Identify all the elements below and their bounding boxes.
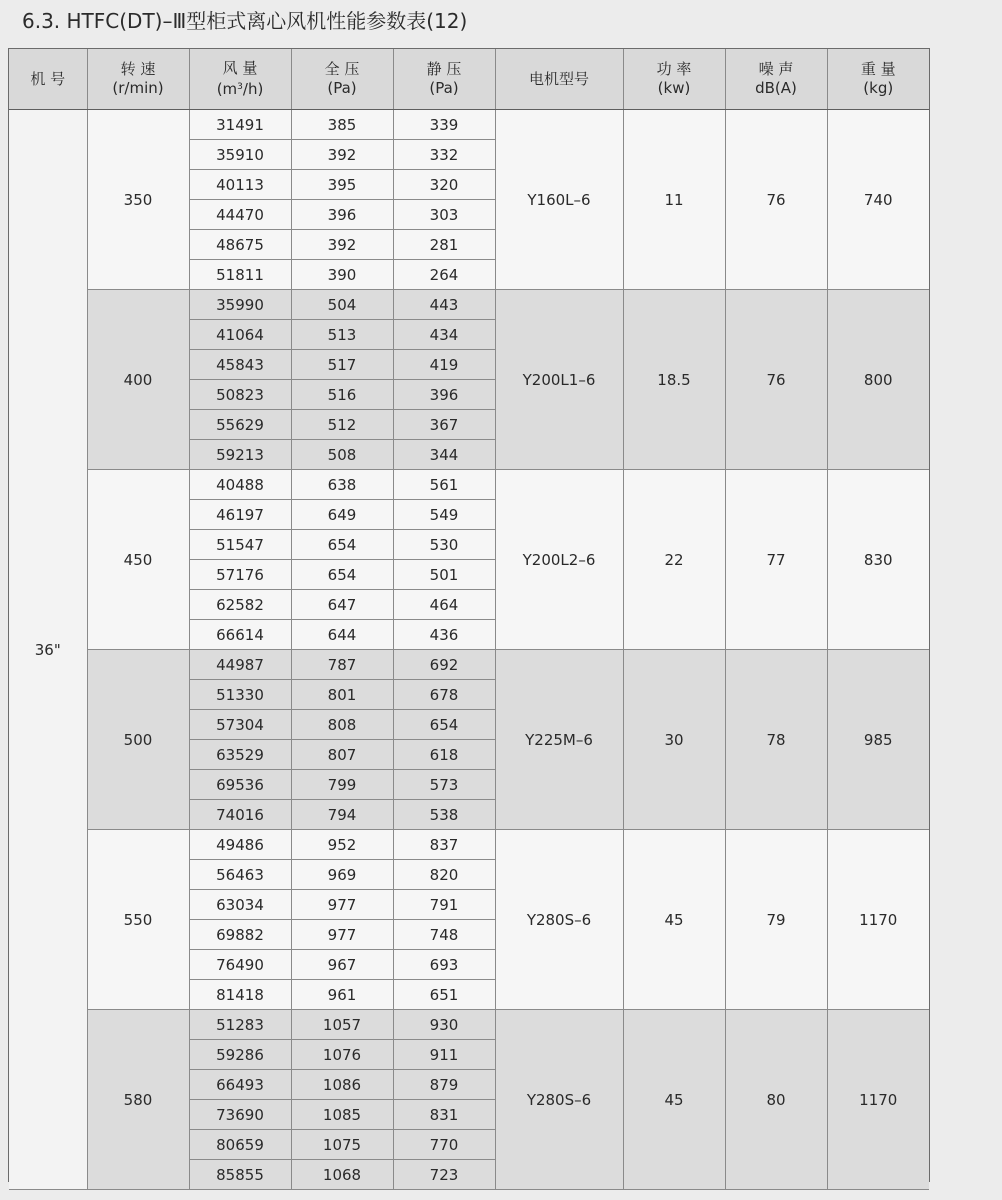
total-pressure-cell: 1057 [291,1010,393,1040]
total-pressure-cell: 392 [291,140,393,170]
total-pressure-cell: 969 [291,860,393,890]
speed-cell: 350 [87,110,189,290]
performance-table [9,49,929,1190]
total-pressure-cell: 807 [291,740,393,770]
total-pressure-cell: 392 [291,230,393,260]
static-pressure-cell: 911 [393,1040,495,1070]
air-flow-cell: 73690 [189,1100,291,1130]
air-flow-cell: 49486 [189,830,291,860]
air-flow-cell: 80659 [189,1130,291,1160]
static-pressure-cell: 678 [393,680,495,710]
total-pressure-cell: 390 [291,260,393,290]
static-pressure-cell: 692 [393,650,495,680]
air-flow-cell: 45843 [189,350,291,380]
air-flow-cell: 69536 [189,770,291,800]
performance-table-container [8,48,930,1182]
static-pressure-cell: 561 [393,470,495,500]
air-flow-cell: 74016 [189,800,291,830]
total-pressure-cell: 787 [291,650,393,680]
total-pressure-cell: 517 [291,350,393,380]
motor-model-cell: Y160L–6 [495,110,623,290]
speed-cell: 550 [87,830,189,1010]
static-pressure-cell: 436 [393,620,495,650]
motor-model-cell: Y200L1–6 [495,290,623,470]
static-pressure-cell: 339 [393,110,495,140]
power-cell: 45 [623,1010,725,1190]
header-power: 功 率 (kw) [623,49,725,110]
static-pressure-cell: 791 [393,890,495,920]
air-flow-cell: 69882 [189,920,291,950]
air-flow-cell: 44470 [189,200,291,230]
header-static-pressure: 静 压 (Pa) [393,49,495,110]
air-flow-cell: 51283 [189,1010,291,1040]
table-row [9,1010,929,1040]
motor-model-cell: Y200L2–6 [495,470,623,650]
table-row [9,290,929,320]
static-pressure-cell: 530 [393,530,495,560]
static-pressure-cell: 501 [393,560,495,590]
total-pressure-cell: 385 [291,110,393,140]
weight-cell: 800 [827,290,929,470]
static-pressure-cell: 396 [393,380,495,410]
static-pressure-cell: 930 [393,1010,495,1040]
total-pressure-cell: 395 [291,170,393,200]
speed-cell: 580 [87,1010,189,1190]
noise-cell: 76 [725,290,827,470]
static-pressure-cell: 443 [393,290,495,320]
air-flow-cell: 44987 [189,650,291,680]
total-pressure-cell: 1086 [291,1070,393,1100]
static-pressure-cell: 618 [393,740,495,770]
air-flow-cell: 41064 [189,320,291,350]
air-flow-cell: 40113 [189,170,291,200]
total-pressure-cell: 799 [291,770,393,800]
noise-cell: 79 [725,830,827,1010]
static-pressure-cell: 837 [393,830,495,860]
air-flow-cell: 35990 [189,290,291,320]
static-pressure-cell: 367 [393,410,495,440]
static-pressure-cell: 654 [393,710,495,740]
total-pressure-cell: 808 [291,710,393,740]
static-pressure-cell: 573 [393,770,495,800]
weight-cell: 830 [827,470,929,650]
static-pressure-cell: 820 [393,860,495,890]
total-pressure-cell: 512 [291,410,393,440]
power-cell: 30 [623,650,725,830]
total-pressure-cell: 508 [291,440,393,470]
static-pressure-cell: 651 [393,980,495,1010]
static-pressure-cell: 549 [393,500,495,530]
air-flow-cell: 48675 [189,230,291,260]
air-flow-cell: 62582 [189,590,291,620]
page-title: 6.3. HTFC(DT)–Ⅲ型柜式离心风机性能参数表(12) [22,9,468,33]
total-pressure-cell: 977 [291,890,393,920]
header-weight: 重 量 (kg) [827,49,929,110]
total-pressure-cell: 794 [291,800,393,830]
motor-model-cell: Y280S–6 [495,830,623,1010]
power-cell: 22 [623,470,725,650]
air-flow-cell: 85855 [189,1160,291,1190]
header-air-flow: 风 量 $(m^3/h)$ [189,49,291,110]
header-machine-no: 机 号 [9,49,87,110]
air-flow-cell: 56463 [189,860,291,890]
air-flow-cell: 51330 [189,680,291,710]
header-total-pressure: 全 压 (Pa) [291,49,393,110]
air-flow-cell: 40488 [189,470,291,500]
total-pressure-cell: 977 [291,920,393,950]
static-pressure-cell: 332 [393,140,495,170]
air-flow-cell: 66614 [189,620,291,650]
machine-no-cell: 36" [9,110,87,1190]
static-pressure-cell: 281 [393,230,495,260]
static-pressure-cell: 770 [393,1130,495,1160]
total-pressure-cell: 1075 [291,1130,393,1160]
air-flow-cell: 76490 [189,950,291,980]
table-header-row [9,49,929,110]
power-cell: 45 [623,830,725,1010]
static-pressure-cell: 344 [393,440,495,470]
air-flow-cell: 31491 [189,110,291,140]
noise-cell: 76 [725,110,827,290]
air-flow-cell: 51811 [189,260,291,290]
total-pressure-cell: 654 [291,560,393,590]
speed-cell: 400 [87,290,189,470]
air-flow-cell: 66493 [189,1070,291,1100]
weight-cell: 985 [827,650,929,830]
static-pressure-cell: 879 [393,1070,495,1100]
noise-cell: 77 [725,470,827,650]
static-pressure-cell: 434 [393,320,495,350]
speed-cell: 450 [87,470,189,650]
air-flow-cell: 59213 [189,440,291,470]
total-pressure-cell: 516 [291,380,393,410]
table-row [9,650,929,680]
header-noise: 噪 声 dB(A) [725,49,827,110]
total-pressure-cell: 638 [291,470,393,500]
total-pressure-cell: 504 [291,290,393,320]
power-cell: 11 [623,110,725,290]
total-pressure-cell: 801 [291,680,393,710]
speed-cell: 500 [87,650,189,830]
total-pressure-cell: 647 [291,590,393,620]
static-pressure-cell: 748 [393,920,495,950]
air-flow-cell: 35910 [189,140,291,170]
total-pressure-cell: 952 [291,830,393,860]
air-flow-cell: 46197 [189,500,291,530]
table-row [9,470,929,500]
total-pressure-cell: 961 [291,980,393,1010]
total-pressure-cell: 1068 [291,1160,393,1190]
air-flow-cell: 57304 [189,710,291,740]
total-pressure-cell: 396 [291,200,393,230]
total-pressure-cell: 967 [291,950,393,980]
air-flow-cell: 63034 [189,890,291,920]
static-pressure-cell: 723 [393,1160,495,1190]
power-cell: 18.5 [623,290,725,470]
static-pressure-cell: 320 [393,170,495,200]
total-pressure-cell: 654 [291,530,393,560]
static-pressure-cell: 831 [393,1100,495,1130]
static-pressure-cell: 264 [393,260,495,290]
total-pressure-cell: 1085 [291,1100,393,1130]
header-motor-model: 电机型号 [495,49,623,110]
motor-model-cell: Y280S–6 [495,1010,623,1190]
air-flow-cell: 55629 [189,410,291,440]
static-pressure-cell: 693 [393,950,495,980]
weight-cell: 1170 [827,830,929,1010]
table-row [9,830,929,860]
motor-model-cell: Y225M–6 [495,650,623,830]
noise-cell: 80 [725,1010,827,1190]
air-flow-cell: 59286 [189,1040,291,1070]
total-pressure-cell: 513 [291,320,393,350]
weight-cell: 1170 [827,1010,929,1190]
total-pressure-cell: 1076 [291,1040,393,1070]
static-pressure-cell: 419 [393,350,495,380]
noise-cell: 78 [725,650,827,830]
air-flow-cell: 51547 [189,530,291,560]
header-speed: 转 速 (r/min) [87,49,189,110]
static-pressure-cell: 538 [393,800,495,830]
air-flow-cell: 81418 [189,980,291,1010]
table-row [9,110,929,140]
air-flow-cell: 57176 [189,560,291,590]
static-pressure-cell: 464 [393,590,495,620]
air-flow-cell: 63529 [189,740,291,770]
weight-cell: 740 [827,110,929,290]
total-pressure-cell: 649 [291,500,393,530]
air-flow-cell: 50823 [189,380,291,410]
table-body [9,110,929,1190]
static-pressure-cell: 303 [393,200,495,230]
total-pressure-cell: 644 [291,620,393,650]
